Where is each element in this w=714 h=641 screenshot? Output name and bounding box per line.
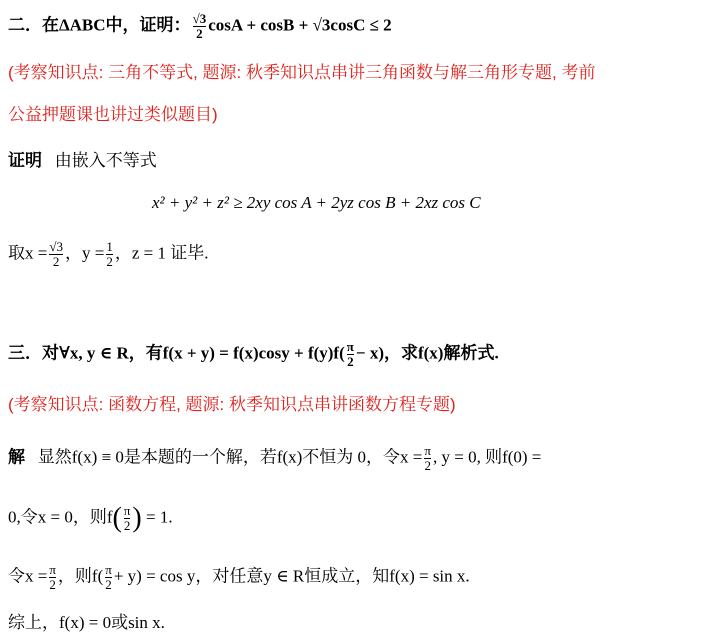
solution-line3-frac2 bbox=[105, 563, 112, 592]
solution-line1-post: , y = 0, 则f(0) = bbox=[432, 447, 542, 467]
take-mid: ，y = bbox=[64, 243, 105, 263]
frac-numerator: π bbox=[346, 339, 354, 354]
take-end: ，z = 1 证毕. bbox=[114, 243, 209, 263]
solution-line1 bbox=[8, 444, 541, 473]
frac-numerator: √3 bbox=[49, 239, 63, 254]
section3-heading bbox=[8, 340, 499, 369]
frac-denominator: 2 bbox=[347, 354, 354, 369]
solution-line3-mid: ，则f( bbox=[57, 566, 104, 586]
proof-label: 证明 bbox=[8, 151, 42, 170]
take-line bbox=[8, 240, 208, 269]
frac-denominator: 2 bbox=[105, 577, 112, 592]
frac-denominator: 2 bbox=[193, 26, 207, 41]
frac-numerator: π bbox=[123, 503, 131, 518]
frac-numerator: 1 bbox=[106, 239, 113, 254]
section2-heading bbox=[8, 12, 392, 41]
section3-heading-post: − x)，求f(x)解析式. bbox=[355, 343, 499, 363]
solution-line3 bbox=[8, 563, 470, 592]
section2-frac bbox=[193, 12, 207, 41]
proof-text: 由嵌入不等式 bbox=[54, 151, 157, 170]
section2-note-line2: 公益押题课也讲过类似题目) bbox=[8, 105, 218, 124]
frac-denominator: 2 bbox=[49, 254, 63, 269]
solution-label: 解 bbox=[8, 447, 25, 467]
proof-line bbox=[8, 150, 157, 172]
solution-line2 bbox=[8, 504, 173, 533]
solution-line2-post: = 1. bbox=[145, 507, 173, 527]
frac-denominator: 2 bbox=[123, 518, 131, 533]
section2-heading-text: 二．在ΔABC中，证明： bbox=[8, 15, 191, 35]
solution-line1-frac bbox=[424, 444, 431, 473]
frac-numerator: π bbox=[49, 562, 56, 577]
take-prefix: 取x = bbox=[8, 243, 48, 263]
section3-heading-pre: 三．对∀x, y ∈ R，有f(x + y) = f(x)cosy + f(y)f( bbox=[8, 343, 345, 363]
frac-numerator: π bbox=[424, 443, 431, 458]
frac-denominator: 2 bbox=[49, 577, 56, 592]
section3-pi-frac bbox=[347, 340, 354, 369]
solution-line2-frac bbox=[124, 504, 131, 533]
section3-note: (考察知识点: 函数方程, 题源: 秋季知识点串讲函数方程专题) bbox=[8, 395, 456, 414]
frac-denominator: 2 bbox=[106, 254, 113, 269]
right-paren: ) bbox=[132, 502, 142, 534]
frac-numerator: π bbox=[105, 562, 112, 577]
section2-note-line1: (考察知识点: 三角不等式, 题源: 秋季知识点串讲三角函数与解三角形专题, 考前 bbox=[8, 63, 596, 82]
solution-line1-pre: 显然f(x) ≡ 0是本题的一个解，若f(x)不恒为 0，令x = bbox=[37, 447, 423, 467]
solution-line3-post: + y) = cos y，对任意y ∈ R恒成立，知f(x) = sin x. bbox=[113, 566, 470, 586]
take-x-frac bbox=[49, 240, 63, 269]
section2-formula: cosA + cosB + √3cosC ≤ 2 bbox=[208, 15, 392, 35]
frac-numerator: √3 bbox=[192, 11, 207, 26]
solution-line3-frac bbox=[49, 563, 56, 592]
solution-line2-pre: 0,令x = 0，则f bbox=[8, 507, 113, 527]
frac-denominator: 2 bbox=[424, 458, 431, 473]
conclusion: 综上，f(x) = 0或sin x. bbox=[8, 613, 165, 632]
inequality: x² + y² + z² ≥ 2xy cos A + 2yz cos B + 2xz cos C bbox=[152, 193, 481, 212]
take-y-frac bbox=[106, 240, 113, 269]
left-paren: ( bbox=[112, 502, 122, 534]
solution-line3-pre: 令x = bbox=[8, 566, 48, 586]
